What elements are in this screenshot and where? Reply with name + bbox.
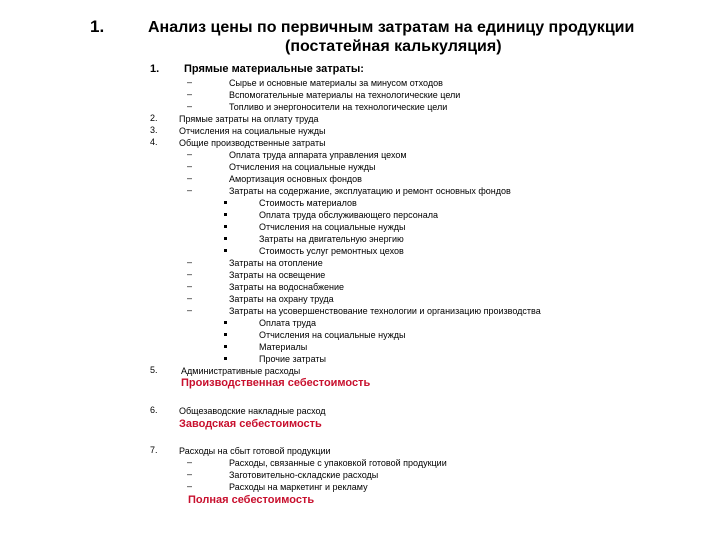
- list-item: Амортизация основных фондов: [229, 174, 362, 184]
- factory-cost-total: Заводская себестоимость: [179, 418, 322, 430]
- dash-bullet: –: [187, 269, 193, 279]
- square-bullet-icon: [224, 213, 227, 216]
- dash-bullet: –: [187, 89, 193, 99]
- square-bullet-icon: [224, 237, 227, 240]
- list-item: Заготовительно-складские расходы: [229, 470, 379, 480]
- page-subtitle: (постатейная калькуляция): [285, 38, 502, 55]
- list-subitem: Оплата труда обслуживающего персонала: [259, 210, 438, 220]
- list-subitem: Прочие затраты: [259, 354, 326, 364]
- full-cost-total: Полная себестоимость: [188, 494, 315, 506]
- heading-number: 1.: [90, 17, 105, 36]
- section-4-title: Общие производственные затраты: [179, 138, 326, 148]
- section-5-number: 5.: [150, 365, 158, 375]
- section-7-title: Расходы на сбыт готовой продукции: [179, 446, 331, 456]
- list-subitem: Стоимость услуг ремонтных цехов: [259, 246, 404, 256]
- dash-bullet: –: [187, 257, 193, 267]
- square-bullet-icon: [224, 321, 227, 324]
- list-subitem: Отчисления на социальные нужды: [259, 330, 406, 340]
- square-bullet-icon: [224, 201, 227, 204]
- section-6-number: 6.: [150, 405, 158, 415]
- section-2-number: 2.: [150, 113, 158, 123]
- section-1-number: 1.: [150, 63, 160, 75]
- list-item: Затраты на освещение: [229, 270, 326, 280]
- list-item: Топливо и энергоносители на технологические цели: [229, 102, 448, 112]
- dash-bullet: –: [187, 469, 193, 479]
- square-bullet-icon: [224, 249, 227, 252]
- dash-bullet: –: [187, 161, 193, 171]
- list-subitem: Оплата труда: [259, 318, 316, 328]
- dash-bullet: –: [187, 77, 193, 87]
- dash-bullet: –: [187, 481, 193, 491]
- section-7-number: 7.: [150, 445, 158, 455]
- list-item: Затраты на охрану труда: [229, 294, 334, 304]
- dash-bullet: –: [187, 149, 193, 159]
- square-bullet-icon: [224, 345, 227, 348]
- list-item: Затраты на усовершенствование технологии и организацию производства: [229, 306, 541, 316]
- square-bullet-icon: [224, 357, 227, 360]
- list-item: Сырье и основные материалы за минусом отходов: [229, 78, 443, 88]
- dash-bullet: –: [187, 281, 193, 291]
- square-bullet-icon: [224, 333, 227, 336]
- section-6-title: Общезаводские накладные расход: [179, 406, 326, 416]
- dash-bullet: –: [187, 173, 193, 183]
- list-subitem: Затраты на двигательную энергию: [259, 234, 404, 244]
- list-item: Затраты на содержание, эксплуатацию и ремонт основных фондов: [229, 186, 511, 196]
- square-bullet-icon: [224, 225, 227, 228]
- section-4-number: 4.: [150, 137, 158, 147]
- production-cost-total: Производственная себестоимость: [181, 377, 371, 389]
- dash-bullet: –: [187, 457, 193, 467]
- page-title: Анализ цены по первичным затратам на единицу продукции: [148, 19, 635, 36]
- list-subitem: Материалы: [259, 342, 308, 352]
- list-item: Оплата труда аппарата управления цехом: [229, 150, 407, 160]
- dash-bullet: –: [187, 185, 193, 195]
- list-item: Расходы на маркетинг и рекламу: [229, 482, 368, 492]
- section-1-title: Прямые материальные затраты:: [184, 63, 364, 75]
- section-5-title: Административные расходы: [181, 366, 301, 376]
- section-2-title: Прямые затраты на оплату труда: [179, 114, 319, 124]
- list-subitem: Стоимость материалов: [259, 198, 357, 208]
- list-item: Расходы, связанные с упаковкой готовой продукции: [229, 458, 447, 468]
- dash-bullet: –: [187, 101, 193, 111]
- list-subitem: Отчисления на социальные нужды: [259, 222, 406, 232]
- dash-bullet: –: [187, 305, 193, 315]
- list-item: Отчисления на социальные нужды: [229, 162, 376, 172]
- dash-bullet: –: [187, 293, 193, 303]
- section-3-number: 3.: [150, 125, 158, 135]
- section-3-title: Отчисления на социальные нужды: [179, 126, 326, 136]
- list-item: Затраты на водоснабжение: [229, 282, 345, 292]
- list-item: Затраты на отопление: [229, 258, 323, 268]
- list-item: Вспомогательные материалы на технологические цели: [229, 90, 461, 100]
